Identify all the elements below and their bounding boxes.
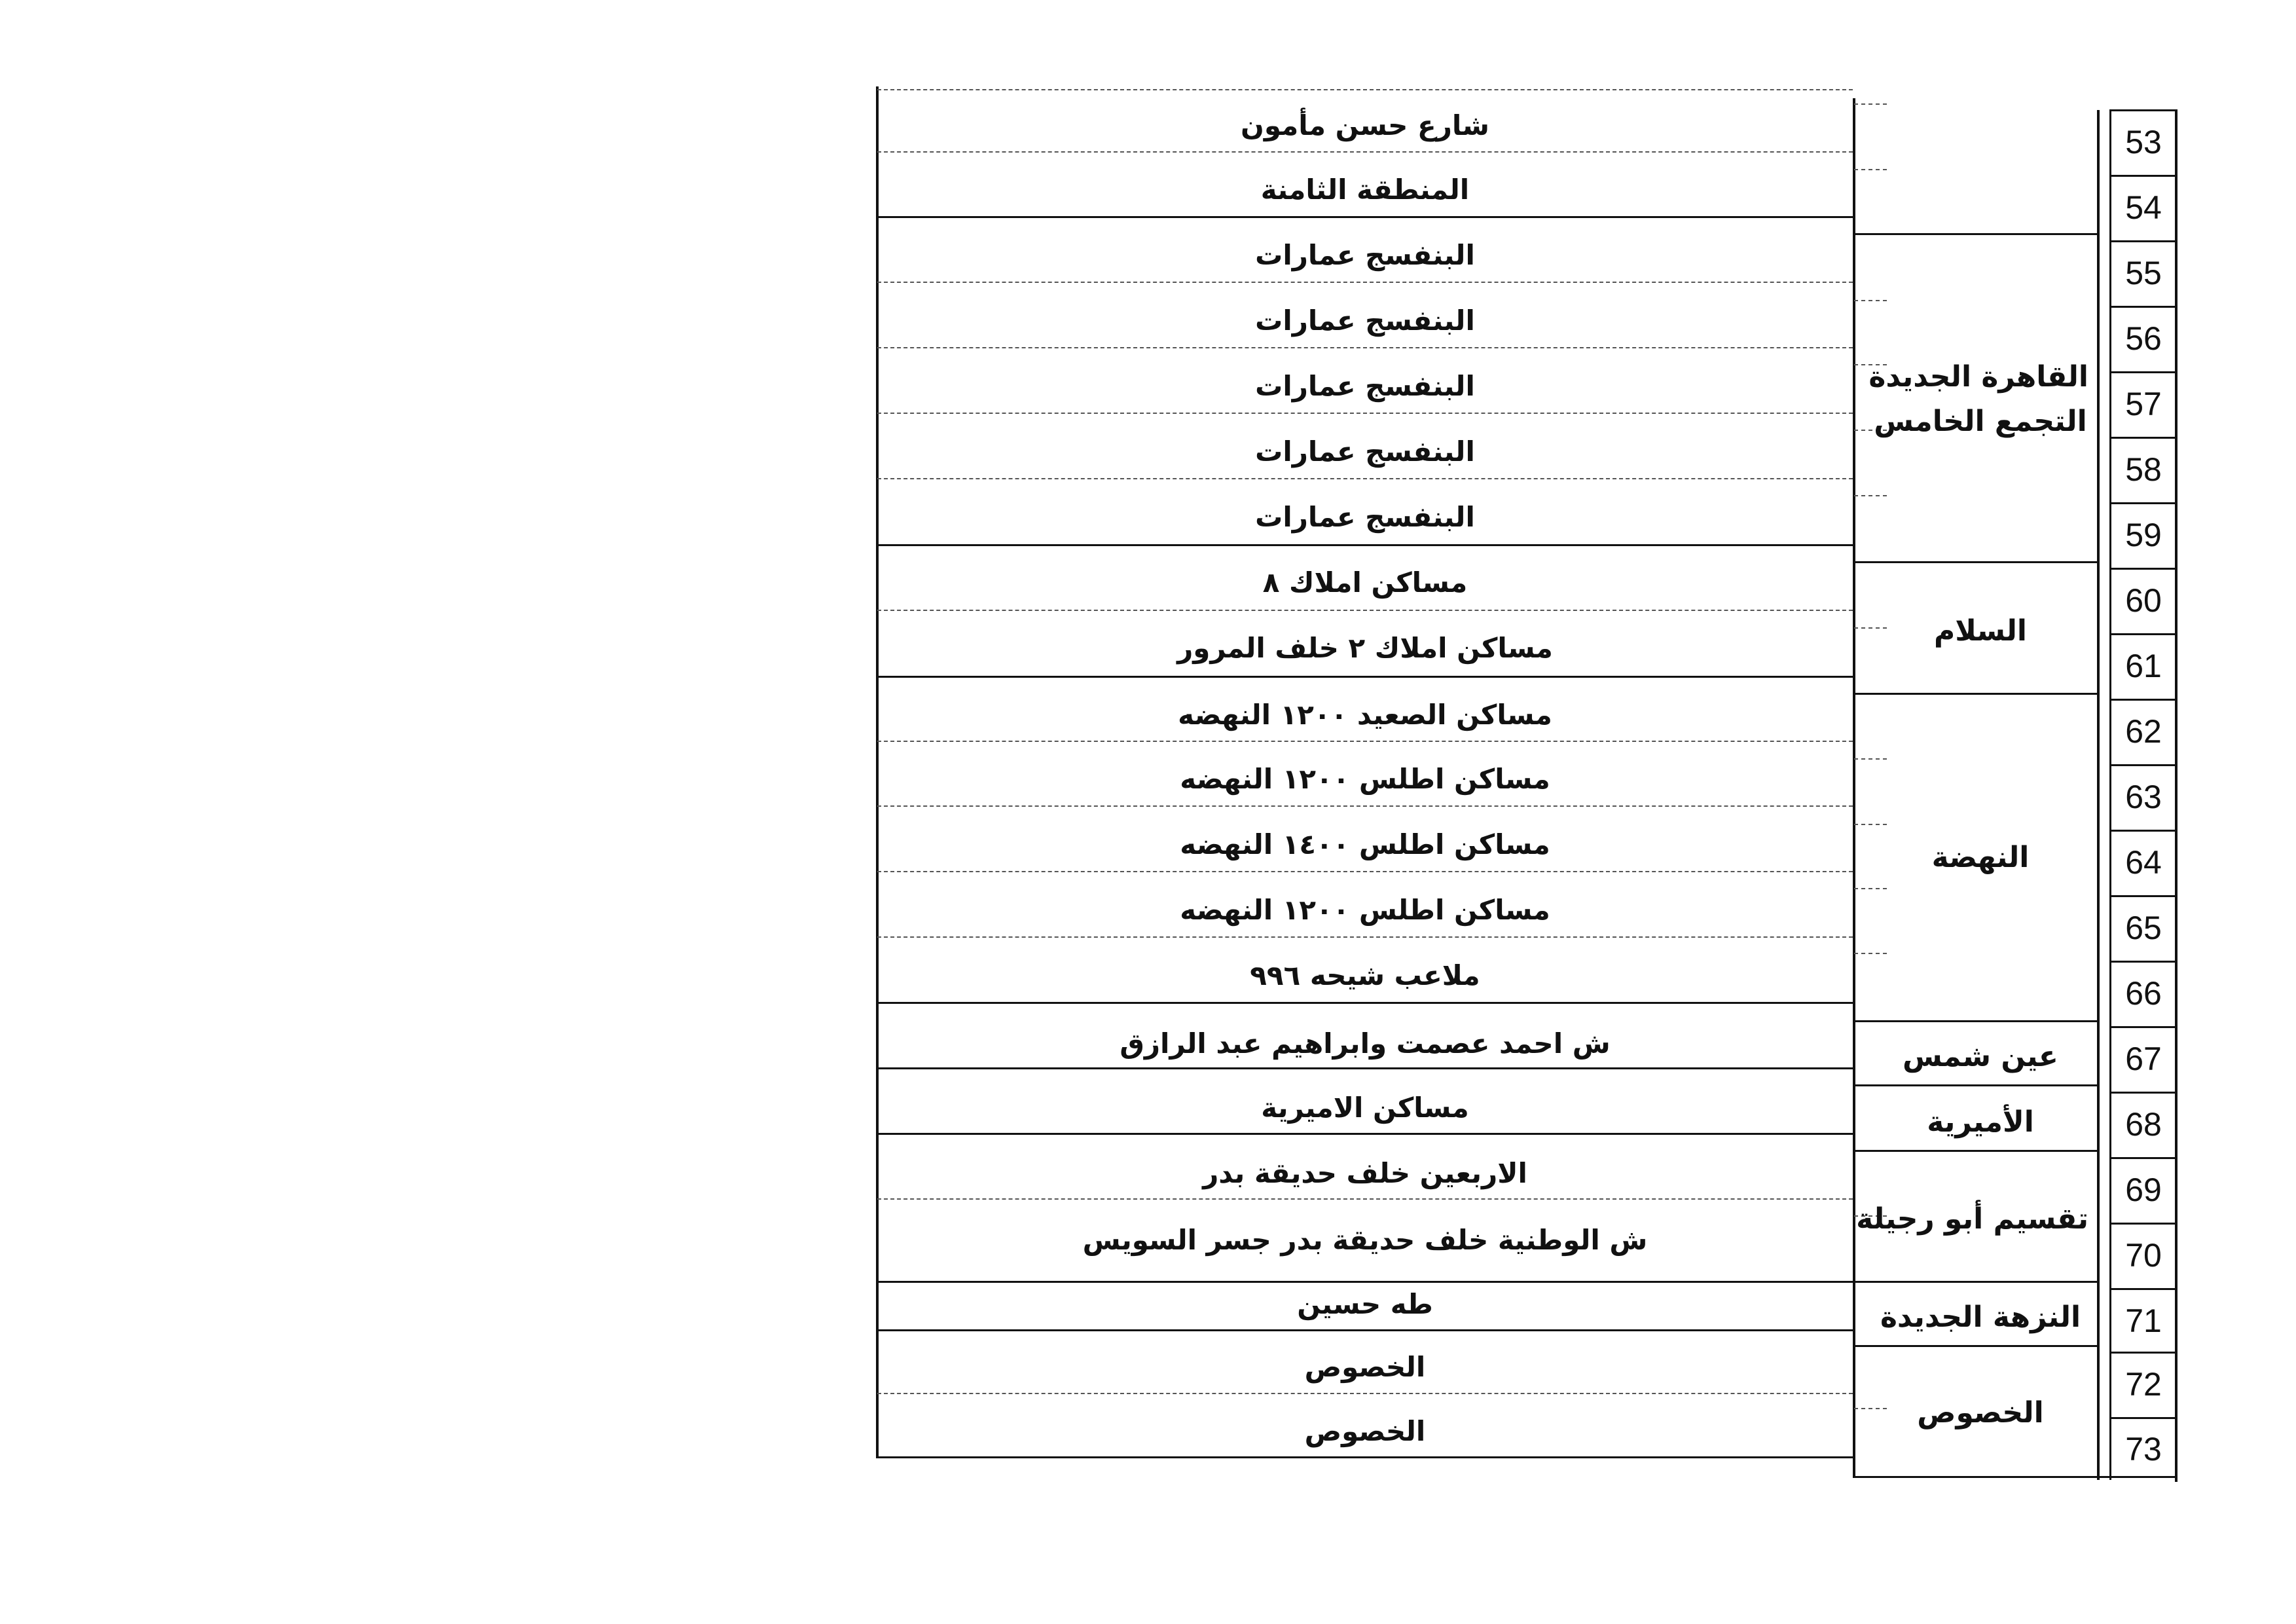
- district-cell: الأميرية: [1927, 1105, 2034, 1139]
- district-sep: [1854, 233, 2098, 235]
- loc-sep: [877, 478, 1853, 479]
- district-sep: [1854, 495, 1887, 496]
- num-sep: [2109, 1288, 2178, 1290]
- num-sep: [2109, 633, 2178, 635]
- district-sep: [1854, 169, 1887, 170]
- row-number: 53: [2125, 124, 2162, 160]
- location-cell: الخصوص: [1304, 1415, 1426, 1447]
- location-cell: شارع حسن مأمون: [1241, 109, 1489, 141]
- row-number: 69: [2125, 1172, 2162, 1208]
- row-number: 67: [2125, 1041, 2162, 1077]
- location-cell: البنفسج عمارات: [1255, 370, 1475, 402]
- district-sep: [1854, 1150, 2098, 1152]
- num-sep: [2109, 961, 2178, 963]
- location-cell: مساكن املاك ٨: [1262, 566, 1468, 599]
- num-sep: [2109, 895, 2178, 897]
- district-sep: [1854, 953, 1887, 954]
- district-sep: [1854, 1281, 2098, 1283]
- district-sep: [1854, 1345, 2098, 1347]
- district-sep: [1854, 824, 1887, 825]
- loc-sep: [877, 1329, 1853, 1331]
- district-sep: [1854, 300, 1887, 301]
- num-sep: [2109, 240, 2178, 242]
- num-sep: [2109, 1092, 2178, 1094]
- location-cell: المنطقة الثامنة: [1260, 174, 1470, 206]
- loc-sep: [877, 1067, 1853, 1069]
- num-sep: [2109, 568, 2178, 570]
- row-number: 72: [2125, 1366, 2162, 1403]
- district-cell: النزهة الجديدة: [1880, 1301, 2081, 1334]
- num-sep: [2109, 1352, 2178, 1354]
- loc-sep: [877, 347, 1853, 348]
- row-number: 56: [2125, 320, 2162, 357]
- row-number: 63: [2125, 779, 2162, 815]
- number-top-border: [2109, 109, 2178, 111]
- row-number: 55: [2125, 255, 2162, 291]
- loc-sep: [877, 676, 1853, 678]
- num-sep: [2109, 699, 2178, 701]
- district-cell: التجمع الخامس: [1874, 405, 2087, 438]
- district-sep: [1854, 1020, 2098, 1022]
- loc-sep: [877, 610, 1853, 611]
- num-sep: [2109, 437, 2178, 439]
- district-cell: السلام: [1933, 614, 2028, 648]
- row-number: 60: [2125, 582, 2162, 619]
- district-cell: القاهرة الجديدة: [1868, 360, 2088, 394]
- location-cell: الاربعين خلف حديقة بدر: [1203, 1157, 1527, 1189]
- loc-sep: [877, 544, 1853, 546]
- location-cell: البنفسج عمارات: [1255, 304, 1475, 337]
- location-cell: مساكن املاك ٢ خلف المرور: [1177, 632, 1553, 664]
- loc-sep: [877, 1281, 1853, 1283]
- row-number: 58: [2125, 451, 2162, 488]
- location-cell: مساكن الصعيد ١٢٠٠ النهضه: [1178, 699, 1552, 731]
- location-cell: ش احمد عصمت وابراهيم عبد الرازق: [1120, 1027, 1611, 1060]
- district-sep: [1854, 693, 2098, 695]
- location-cell: مساكن اطلس ١٢٠٠ النهضه: [1180, 894, 1550, 926]
- row-number: 70: [2125, 1237, 2162, 1274]
- num-sep: [2109, 175, 2178, 177]
- row-number: 71: [2125, 1302, 2162, 1339]
- district-sep: [1854, 561, 2098, 563]
- loc-sep: [877, 1002, 1853, 1004]
- location-cell: البنفسج عمارات: [1255, 239, 1475, 271]
- district-cell: عين شمس: [1903, 1040, 2058, 1073]
- district-sep: [1854, 888, 1887, 889]
- row-number: 65: [2125, 910, 2162, 946]
- loc-sep: [877, 741, 1853, 742]
- row-number: 66: [2125, 975, 2162, 1012]
- row-number: 73: [2125, 1431, 2162, 1467]
- location-cell: الخصوص: [1304, 1351, 1426, 1383]
- num-sep: [2109, 830, 2178, 832]
- loc-sep: [877, 936, 1853, 938]
- location-cell: مساكن الاميرية: [1261, 1092, 1469, 1124]
- district-cell: تقسيم أبو رجيلة: [1856, 1202, 2088, 1236]
- loc-sep: [877, 216, 1853, 218]
- district-sep: [1854, 103, 1887, 105]
- num-sep: [2109, 306, 2178, 308]
- row-number: 54: [2125, 189, 2162, 226]
- num-sep: [2109, 502, 2178, 504]
- row-number: 64: [2125, 844, 2162, 881]
- location-cell: ش الوطنية خلف حديقة بدر جسر السويس: [1082, 1224, 1648, 1256]
- location-cell: مساكن اطلس ١٢٠٠ النهضه: [1180, 763, 1550, 795]
- num-sep: [2109, 371, 2178, 373]
- location-cell: ملاعب شيحه ٩٩٦: [1250, 959, 1480, 991]
- district-cell: الخصوص: [1917, 1396, 2044, 1430]
- loc-sep: [877, 1133, 1853, 1135]
- loc-sep: [877, 282, 1853, 283]
- table-top-dotted-border: [877, 89, 1853, 90]
- row-number: 57: [2125, 386, 2162, 422]
- loc-sep: [877, 413, 1853, 414]
- row-number: 62: [2125, 713, 2162, 750]
- district-cell: النهضة: [1931, 841, 2030, 874]
- location-district-divider: [1853, 98, 1855, 1477]
- num-sep: [2109, 1223, 2178, 1225]
- district-bottom-border: [1853, 1476, 2178, 1478]
- location-cell: البنفسج عمارات: [1255, 435, 1475, 468]
- location-cell: طه حسين: [1297, 1288, 1433, 1320]
- loc-sep: [877, 1393, 1853, 1394]
- row-number: 68: [2125, 1106, 2162, 1143]
- table-bottom-border: [876, 1456, 1854, 1458]
- num-sep: [2109, 1026, 2178, 1028]
- location-cell: مساكن اطلس ١٤٠٠ النهضه: [1180, 828, 1550, 860]
- district-number-divider: [2097, 110, 2100, 1480]
- row-number: 61: [2125, 648, 2162, 684]
- location-cell: البنفسج عمارات: [1255, 501, 1475, 533]
- loc-sep: [877, 871, 1853, 872]
- loc-sep: [877, 151, 1853, 153]
- row-number: 59: [2125, 517, 2162, 553]
- num-sep: [2109, 764, 2178, 766]
- district-sep: [1854, 758, 1887, 760]
- num-sep: [2109, 1417, 2178, 1419]
- district-sep: [1854, 1084, 2098, 1086]
- loc-sep: [877, 1198, 1853, 1200]
- num-sep: [2109, 1157, 2178, 1159]
- loc-sep: [877, 805, 1853, 807]
